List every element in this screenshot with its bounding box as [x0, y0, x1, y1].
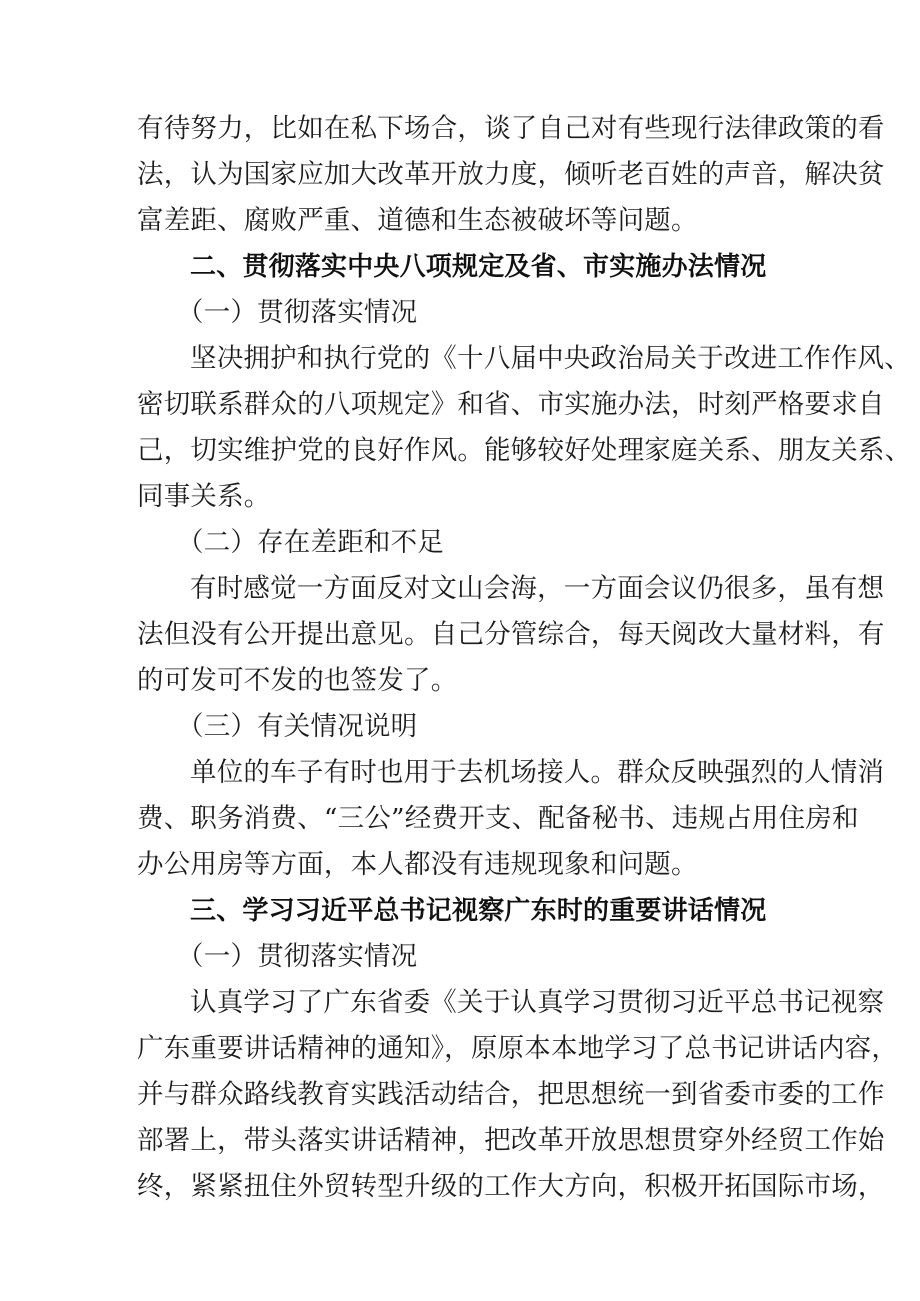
paragraph — [137, 106, 885, 244]
text-line: 坚决拥护和执行党的《十八届中央政治局关于改进工作作风、 — [190, 343, 911, 374]
text-line: 认真学习了广东省委《关于认真学习贯彻习近平总书记视察 — [190, 987, 885, 1018]
subsection-heading: （二）存在差距和不足 — [177, 527, 444, 558]
text-line: 办公用房等方面，本人都没有违规现象和问题。 — [137, 849, 698, 880]
text-line: 有待努力，比如在私下场合，谈了自己对有些现行法律政策的看 — [137, 113, 885, 144]
text-line: 己，切实维护党的良好作风。能够较好处理家庭关系、朋友关系、 — [137, 435, 912, 466]
paragraph — [137, 750, 885, 888]
document-body — [137, 106, 912, 1210]
text-line: 同事关系。 — [137, 481, 271, 512]
section-heading: 二、贯彻落实中央八项规定及省、市实施办法情况 — [190, 252, 767, 282]
text-line: 有时感觉一方面反对文山会海，一方面会议仍很多，虽有想 — [190, 573, 885, 604]
text-line: 富差距、腐败严重、道德和生态被破坏等问题。 — [137, 205, 698, 236]
text-line: 费、职务消费、“三公”经费开支、配备秘书、违规占用住房和 — [137, 803, 859, 834]
section-heading: 三、学习习近平总书记视察广东时的重要讲话情况 — [190, 896, 767, 926]
subsection-heading: （三）有关情况说明 — [177, 711, 418, 742]
text-line: 部署上，带头落实讲话精神，把改革开放思想贯穿外经贸工作始 — [137, 1125, 885, 1156]
text-line: 的可发可不发的也签发了。 — [137, 665, 458, 696]
paragraph — [137, 566, 885, 704]
text-line: 并与群众路线教育实践活动结合，把思想统一到省委市委的工作 — [137, 1079, 885, 1110]
text-line: 法但没有公开提出意见。自己分管综合，每天阅改大量材料，有 — [137, 619, 885, 650]
paragraph — [137, 336, 912, 520]
text-line: 广东重要讲话精神的通知》，原原本本地学习了总书记讲话内容， — [137, 1033, 899, 1064]
text-line: 单位的车子有时也用于去机场接人。群众反映强烈的人情消 — [190, 757, 885, 788]
text-line: 终，紧紧扭住外贸转型升级的工作大方向，积极开拓国际市场， — [137, 1171, 885, 1202]
subsection-heading: （一）贯彻落实情况 — [177, 941, 418, 972]
text-line: 法，认为国家应加大改革开放力度，倾听老百姓的声音，解决贫 — [137, 159, 885, 190]
paragraph — [137, 980, 899, 1210]
text-line: 密切联系群众的八项规定》和省、市实施办法，时刻严格要求自 — [137, 389, 885, 420]
subsection-heading: （一）贯彻落实情况 — [177, 297, 418, 328]
